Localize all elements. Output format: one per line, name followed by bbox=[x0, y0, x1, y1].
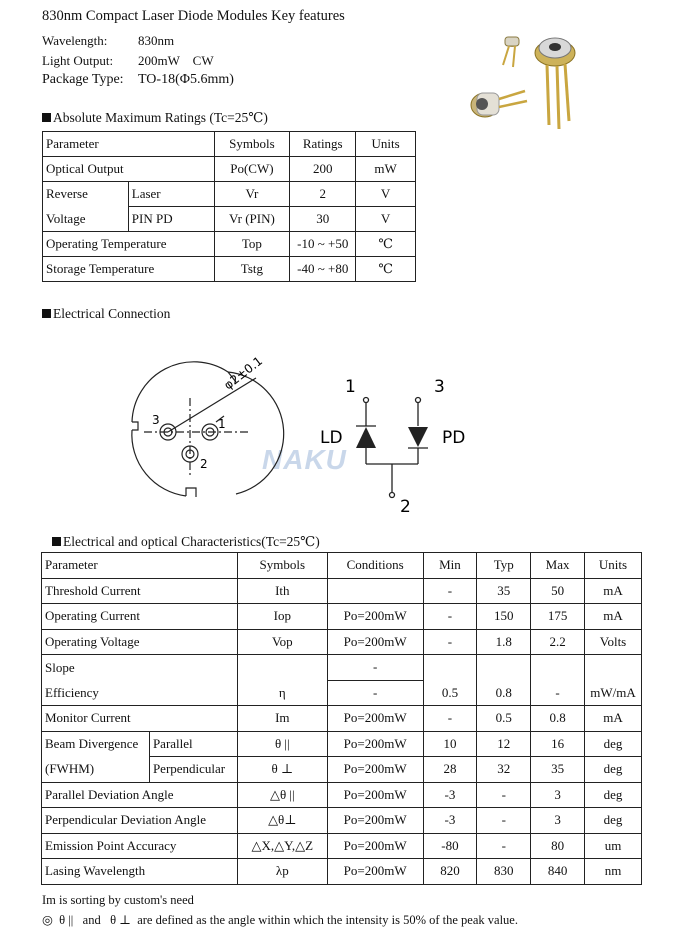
feature-value: 200mW CW bbox=[138, 53, 214, 68]
table-cell: Perpendicular Deviation Angle bbox=[42, 808, 238, 834]
table-cell bbox=[585, 655, 642, 681]
table-cell: 830 bbox=[477, 859, 531, 885]
table-cell: 50 bbox=[531, 578, 585, 604]
table-cell: Threshold Current bbox=[42, 578, 238, 604]
table-cell: - bbox=[477, 833, 531, 859]
table-cell: Po=200mW bbox=[327, 859, 423, 885]
table-cell: -40 ~ +80 bbox=[290, 257, 356, 282]
table-cell: Vr (PIN) bbox=[214, 207, 290, 232]
table-cell: 12 bbox=[477, 731, 531, 757]
table-cell: mW/mA bbox=[585, 680, 642, 706]
schematic-pin1-label: 1 bbox=[345, 377, 356, 397]
table-cell: Ith bbox=[237, 578, 327, 604]
table-cell: 2.2 bbox=[531, 629, 585, 655]
table-row bbox=[42, 731, 642, 757]
page-title: 830nm Compact Laser Diode Modules Key features bbox=[42, 8, 345, 24]
table-row bbox=[42, 833, 642, 859]
table-row bbox=[43, 232, 416, 257]
table-cell: um bbox=[585, 833, 642, 859]
table-cell: Iop bbox=[237, 604, 327, 630]
table-cell: - bbox=[531, 680, 585, 706]
table-cell: Conditions bbox=[327, 553, 423, 579]
square-bullet-icon bbox=[42, 309, 51, 318]
table-cell: Beam Divergence bbox=[42, 731, 150, 757]
eo-heading-text: Electrical and optical Characteristics(Tc=25℃) bbox=[63, 534, 320, 549]
table-cell: - bbox=[327, 680, 423, 706]
table-cell: △X,△Y,△Z bbox=[237, 833, 327, 859]
table-cell: - bbox=[477, 808, 531, 834]
table-cell: 1.8 bbox=[477, 629, 531, 655]
table-cell: Lasing Wavelength bbox=[42, 859, 238, 885]
square-bullet-icon bbox=[42, 113, 51, 122]
table-cell: Voltage bbox=[43, 207, 129, 232]
table-cell: mA bbox=[585, 604, 642, 630]
schematic-pin3-label: 3 bbox=[434, 377, 445, 397]
table-cell: Symbols bbox=[237, 553, 327, 579]
table-cell bbox=[423, 655, 477, 681]
table-cell: Vop bbox=[237, 629, 327, 655]
table-cell: 0.8 bbox=[531, 706, 585, 732]
table-cell: - bbox=[477, 782, 531, 808]
table-cell: Im bbox=[237, 706, 327, 732]
table-cell: mW bbox=[356, 157, 416, 182]
table-cell: Perpendicular bbox=[149, 757, 237, 783]
table-cell: 840 bbox=[531, 859, 585, 885]
pd-diode-icon bbox=[408, 427, 428, 447]
table-cell: Laser bbox=[128, 182, 214, 207]
table-row bbox=[42, 604, 642, 630]
table-row bbox=[42, 757, 642, 783]
note-angle: ◎ θ || and θ ⊥ are defined as the angle within which the intensity is 50% of the peak value. bbox=[42, 913, 518, 927]
table-cell: λp bbox=[237, 859, 327, 885]
table-cell: 10 bbox=[423, 731, 477, 757]
table-cell: 2 bbox=[290, 182, 356, 207]
table-row bbox=[42, 859, 642, 885]
table-cell: -80 bbox=[423, 833, 477, 859]
table-cell: Monitor Current bbox=[42, 706, 238, 732]
table-cell: V bbox=[356, 182, 416, 207]
table-cell: Operating Current bbox=[42, 604, 238, 630]
table-row bbox=[42, 808, 642, 834]
feature-label: Light Output: bbox=[42, 53, 114, 68]
pin2-label: 2 bbox=[200, 457, 208, 471]
table-row bbox=[43, 257, 416, 282]
table-row bbox=[42, 680, 642, 706]
table-cell: -10 ~ +50 bbox=[290, 232, 356, 257]
eo-heading bbox=[52, 534, 320, 550]
table-cell: Efficiency bbox=[42, 680, 238, 706]
table-cell: Typ bbox=[477, 553, 531, 579]
feature-label: Package Type: bbox=[42, 72, 124, 87]
feature-light-output bbox=[42, 53, 214, 69]
table-cell: Po=200mW bbox=[327, 782, 423, 808]
table-cell: Po=200mW bbox=[327, 757, 423, 783]
table-cell: 32 bbox=[477, 757, 531, 783]
table-row bbox=[42, 706, 642, 732]
table-cell: △θ⊥ bbox=[237, 808, 327, 834]
pin-layout-drawing bbox=[132, 362, 284, 497]
table-cell: η bbox=[237, 680, 327, 706]
table-cell: mA bbox=[585, 706, 642, 732]
abs-max-heading-text: Absolute Maximum Ratings (Tc=25℃) bbox=[53, 110, 268, 125]
table-cell bbox=[477, 655, 531, 681]
table-cell: 35 bbox=[531, 757, 585, 783]
table-cell bbox=[237, 655, 327, 681]
table-cell: (FWHM) bbox=[42, 757, 150, 783]
connection-heading bbox=[42, 306, 170, 322]
table-cell: deg bbox=[585, 808, 642, 834]
connection-heading-text: Electrical Connection bbox=[53, 306, 171, 321]
table-row bbox=[42, 578, 642, 604]
ld-diode-icon bbox=[356, 427, 376, 448]
table-row bbox=[42, 553, 642, 579]
abs-max-table bbox=[42, 131, 416, 282]
table-cell: -3 bbox=[423, 808, 477, 834]
ld-label: LD bbox=[320, 428, 343, 448]
table-row bbox=[42, 655, 642, 681]
table-cell: deg bbox=[585, 731, 642, 757]
table-cell: deg bbox=[585, 782, 642, 808]
laser-diode-photo bbox=[455, 25, 605, 135]
table-cell: 0.5 bbox=[477, 706, 531, 732]
table-row bbox=[42, 782, 642, 808]
table-cell: 820 bbox=[423, 859, 477, 885]
table-cell: 0.5 bbox=[423, 680, 477, 706]
table-cell: 200 bbox=[290, 157, 356, 182]
table-cell: Vr bbox=[214, 182, 290, 207]
table-cell: Po=200mW bbox=[327, 731, 423, 757]
table-cell: Min bbox=[423, 553, 477, 579]
table-cell: 16 bbox=[531, 731, 585, 757]
table-cell: Storage Temperature bbox=[43, 257, 215, 282]
table-cell: Po=200mW bbox=[327, 706, 423, 732]
pin1-label: 1 bbox=[218, 417, 226, 431]
feature-wavelength bbox=[42, 33, 174, 49]
table-cell: Parameter bbox=[43, 132, 215, 157]
table-cell: Units bbox=[356, 132, 416, 157]
feature-label: Wavelength: bbox=[42, 33, 108, 48]
table-cell: 28 bbox=[423, 757, 477, 783]
table-cell: Po=200mW bbox=[327, 629, 423, 655]
table-cell: ℃ bbox=[356, 232, 416, 257]
table-row bbox=[43, 157, 416, 182]
table-cell: 3 bbox=[531, 782, 585, 808]
table-cell: Parameter bbox=[42, 553, 238, 579]
table-cell: - bbox=[423, 578, 477, 604]
table-cell: Slope bbox=[42, 655, 238, 681]
table-cell: Po=200mW bbox=[327, 808, 423, 834]
table-cell: Units bbox=[585, 553, 642, 579]
table-cell: Symbols bbox=[214, 132, 290, 157]
table-cell: Po=200mW bbox=[327, 833, 423, 859]
table-cell: PIN PD bbox=[128, 207, 214, 232]
table-cell bbox=[531, 655, 585, 681]
table-cell: Optical Output bbox=[43, 157, 215, 182]
square-bullet-icon bbox=[52, 537, 61, 546]
table-cell: deg bbox=[585, 757, 642, 783]
table-cell: 175 bbox=[531, 604, 585, 630]
table-cell: 30 bbox=[290, 207, 356, 232]
table-cell: Tstg bbox=[214, 257, 290, 282]
table-cell: -3 bbox=[423, 782, 477, 808]
table-row bbox=[43, 132, 416, 157]
table-cell: ℃ bbox=[356, 257, 416, 282]
table-cell: Operating Temperature bbox=[43, 232, 215, 257]
table-cell: 0.8 bbox=[477, 680, 531, 706]
table-cell: - bbox=[327, 655, 423, 681]
table-cell: mA bbox=[585, 578, 642, 604]
table-cell: θ || bbox=[237, 731, 327, 757]
table-cell: Reverse bbox=[43, 182, 129, 207]
table-cell: Top bbox=[214, 232, 290, 257]
table-cell: Po=200mW bbox=[327, 604, 423, 630]
note-im: Im is sorting by custom's need bbox=[42, 893, 194, 907]
table-cell: Parallel bbox=[149, 731, 237, 757]
table-cell: Ratings bbox=[290, 132, 356, 157]
abs-max-heading bbox=[42, 110, 268, 126]
table-cell: V bbox=[356, 207, 416, 232]
table-cell: - bbox=[423, 706, 477, 732]
table-cell: θ ⊥ bbox=[237, 757, 327, 783]
feature-value: TO-18(Φ5.6mm) bbox=[138, 72, 234, 87]
table-cell: Max bbox=[531, 553, 585, 579]
table-cell: nm bbox=[585, 859, 642, 885]
table-cell: - bbox=[423, 629, 477, 655]
pd-label: PD bbox=[442, 428, 466, 448]
eo-table bbox=[41, 552, 642, 885]
feature-value: 830nm bbox=[138, 33, 175, 48]
table-cell: 3 bbox=[531, 808, 585, 834]
table-cell: 80 bbox=[531, 833, 585, 859]
table-row bbox=[43, 182, 416, 207]
table-cell: - bbox=[423, 604, 477, 630]
table-cell: △θ || bbox=[237, 782, 327, 808]
table-cell: Emission Point Accuracy bbox=[42, 833, 238, 859]
table-cell: 35 bbox=[477, 578, 531, 604]
table-row bbox=[43, 207, 416, 232]
schematic-pin2-label: 2 bbox=[400, 497, 411, 517]
table-cell bbox=[327, 578, 423, 604]
table-cell: Po(CW) bbox=[214, 157, 290, 182]
watermark: NAKU bbox=[262, 444, 347, 475]
table-cell: Parallel Deviation Angle bbox=[42, 782, 238, 808]
table-row bbox=[42, 629, 642, 655]
table-cell: 150 bbox=[477, 604, 531, 630]
connection-diagram bbox=[120, 350, 480, 520]
diameter-label: φ2±0.1 bbox=[221, 353, 266, 393]
table-cell: Volts bbox=[585, 629, 642, 655]
pin3-label: 3 bbox=[152, 413, 160, 427]
feature-package bbox=[42, 72, 234, 88]
table-cell: Operating Voltage bbox=[42, 629, 238, 655]
